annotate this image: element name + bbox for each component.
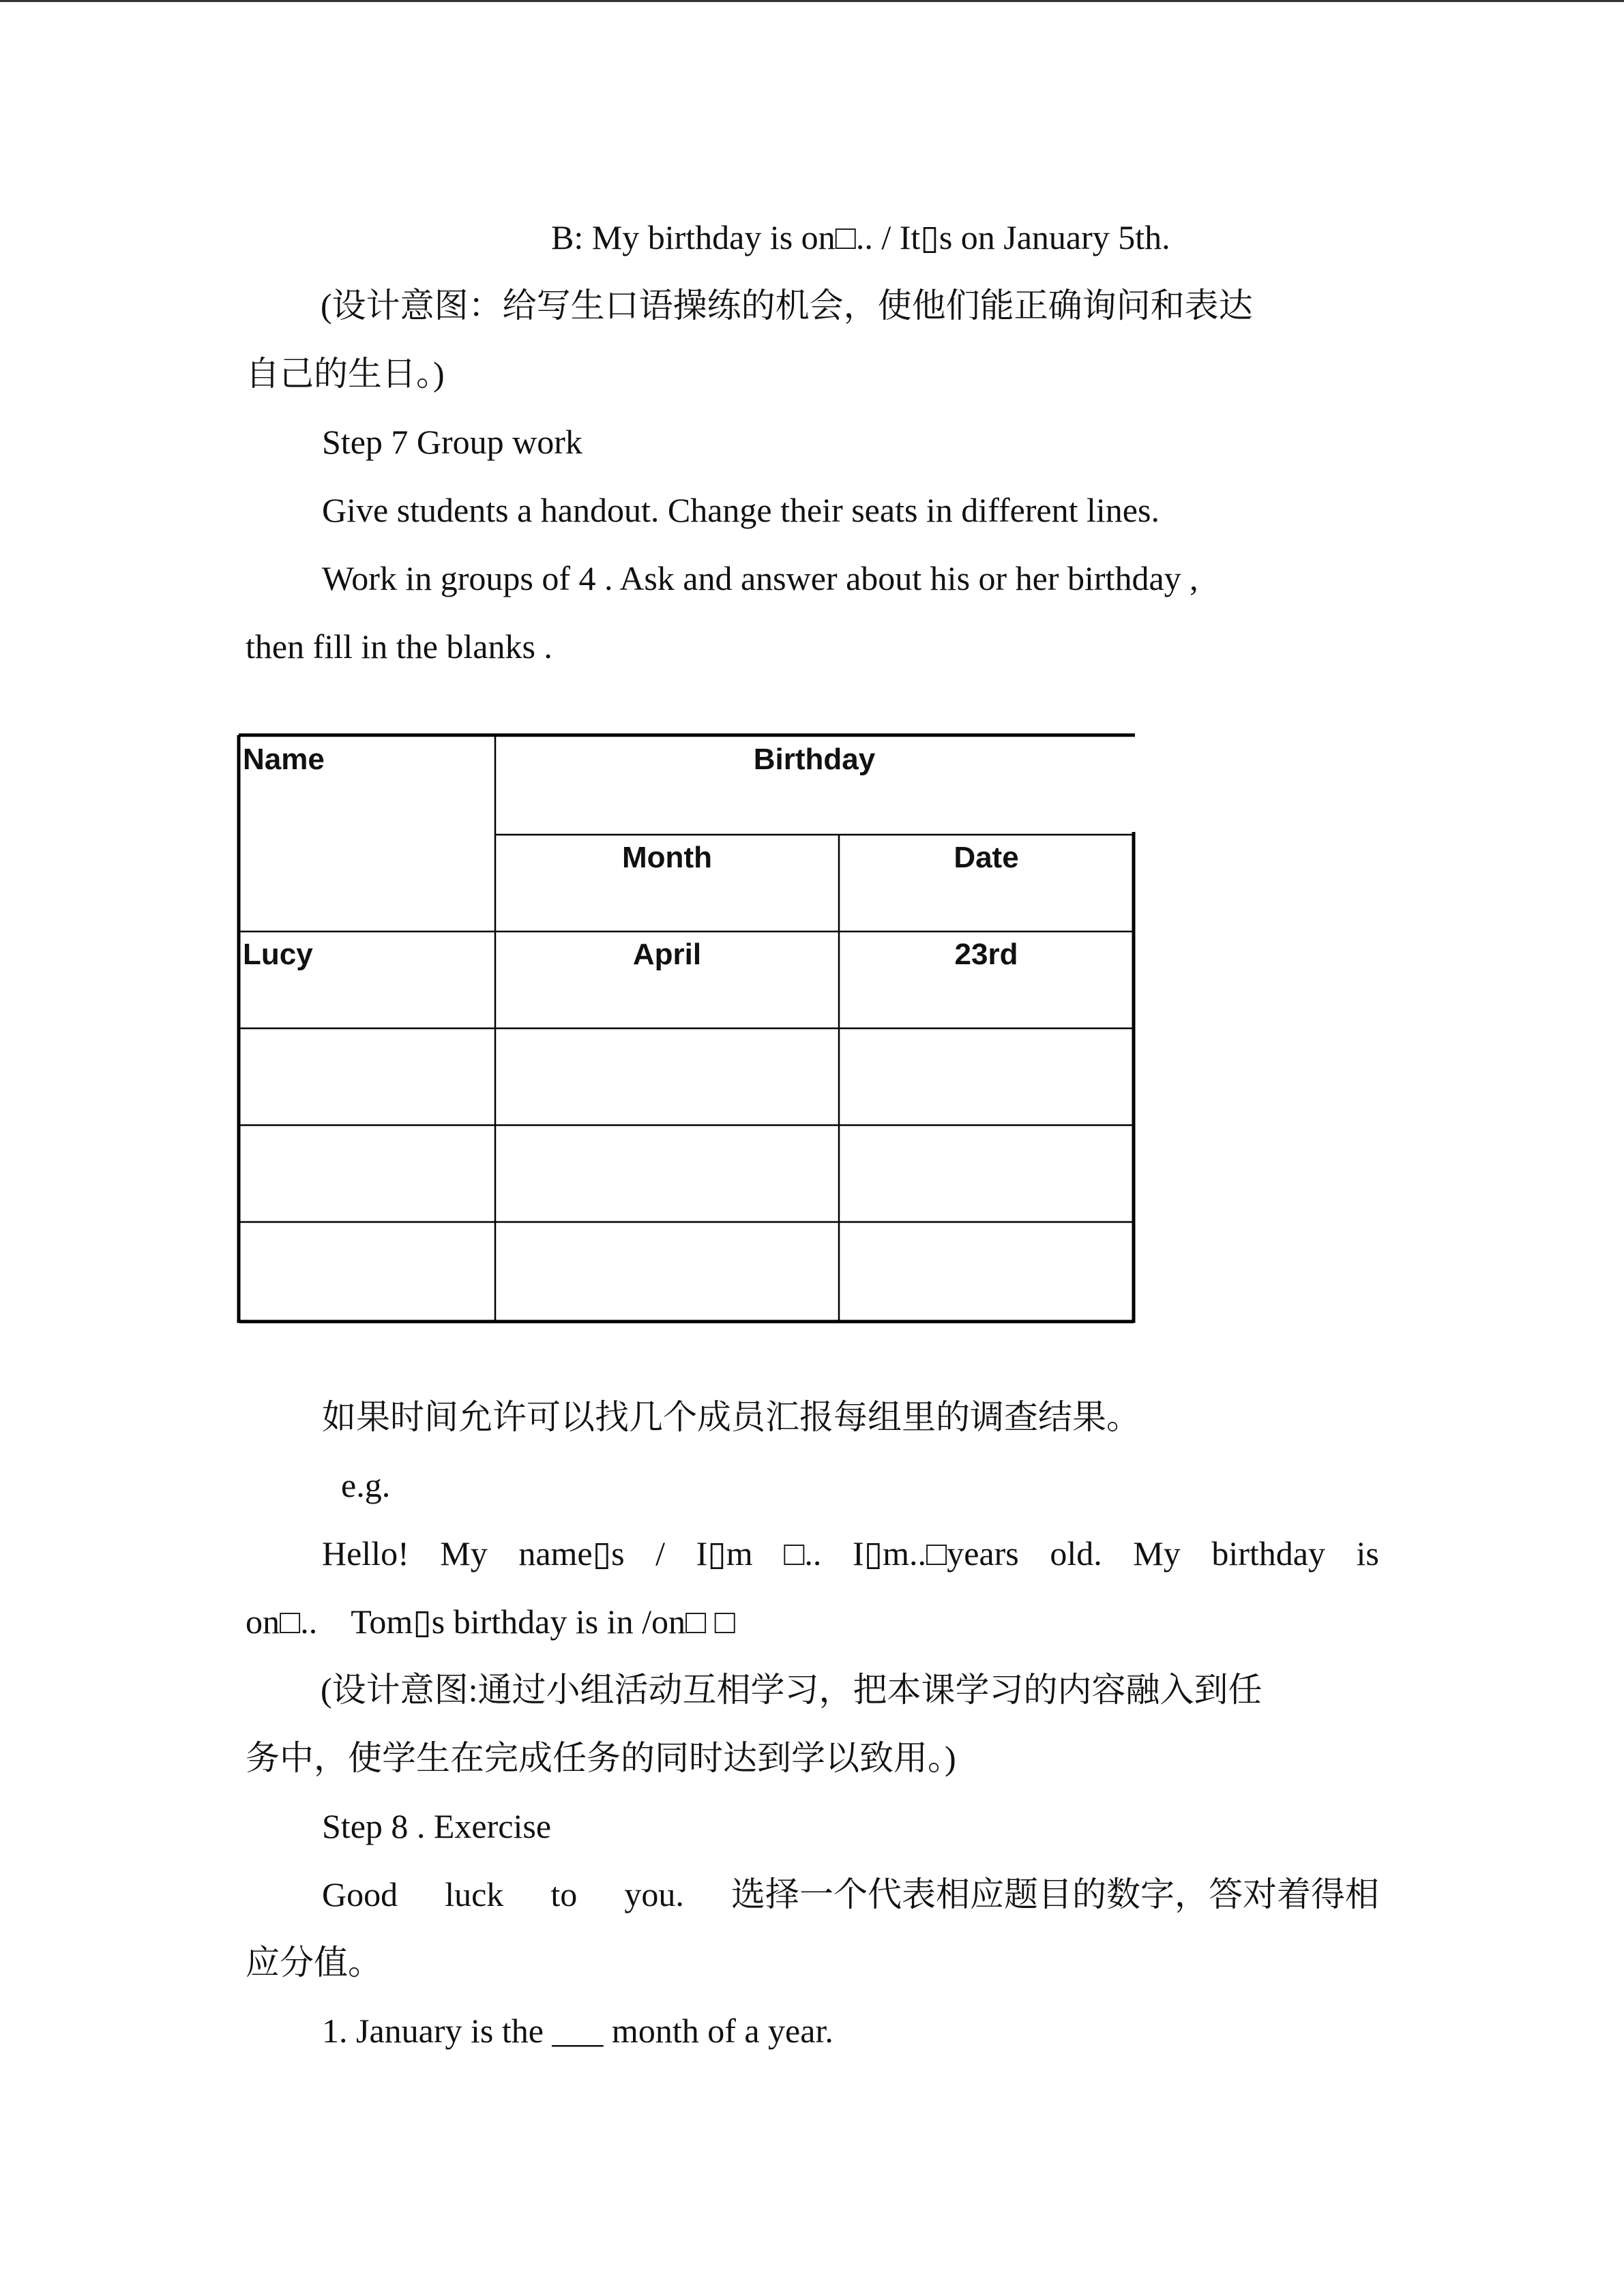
example-label: e.g. — [341, 1466, 391, 1504]
example-word: My — [1133, 1534, 1181, 1572]
step8-word: Good — [322, 1875, 398, 1913]
example-word: My — [440, 1534, 488, 1572]
step8-word: to — [550, 1875, 578, 1913]
question-1: 1. January is the ___ month of a year. — [322, 2012, 833, 2050]
step7-instruction1: Give students a handout. Change their seats in different lines. — [322, 491, 1160, 529]
design-intent-1-line2: 自己的生日。) — [246, 355, 445, 393]
example-word: is — [1356, 1534, 1379, 1572]
example-word: Hello! — [322, 1534, 409, 1572]
page-top-border — [0, 0, 1624, 2]
example-word: name▯s — [518, 1534, 625, 1572]
table-header-month: Month — [622, 841, 712, 874]
design-intent-2-line2: 务中，使学生在完成任务的同时达到学以致用。) — [246, 1739, 956, 1777]
step7-title: Step 7 Group work — [322, 423, 582, 461]
step7-instruction2-line1: Work in groups of 4 . Ask and answer about his or her birthday , — [322, 559, 1198, 597]
example-word: old. — [1050, 1534, 1102, 1572]
example-word: I▯m — [696, 1534, 753, 1572]
step8-word: luck — [445, 1875, 504, 1913]
dialogue-line-b: B: My birthday is on□.. / It▯s on January 5th. — [551, 218, 1170, 256]
table-cell-date: 23rd — [954, 938, 1018, 971]
table-cell-month: April — [632, 938, 702, 971]
table-header-birthday: Birthday — [753, 743, 876, 776]
example-line2: on□.. Tom▯s birthday is in /on□ □ — [246, 1602, 735, 1641]
design-intent-2-line1: (设计意图:通过小组活动互相学习，把本课学习的内容融入到任 — [321, 1671, 1263, 1709]
example-word: birthday — [1211, 1534, 1325, 1572]
step8-word: you. — [624, 1875, 684, 1913]
step8-word: 选择一个代表相应题目的数字，答对着得相 — [730, 1875, 1379, 1913]
example-word: □.. — [784, 1534, 822, 1572]
table-header-date: Date — [954, 841, 1019, 874]
example-word: I▯m..□years — [853, 1534, 1019, 1572]
table-header-name: Name — [243, 743, 325, 776]
step8-title: Step 8 . Exercise — [322, 1807, 552, 1845]
example-word: / — [655, 1534, 666, 1572]
step8-line1 — [322, 1874, 1379, 1915]
birthday-table — [237, 734, 1135, 1323]
step7-instruction2-line2: then fill in the blanks . — [246, 627, 552, 666]
report-instruction: 如果时间允许可以找几个成员汇报每组里的调查结果。 — [322, 1398, 1140, 1436]
table-grid — [237, 734, 1135, 1323]
step8-line2: 应分值。 — [246, 1943, 382, 1982]
design-intent-1-line1: (设计意图：给写生口语操练的机会，使他们能正确询问和表达 — [321, 286, 1253, 325]
table-cell-name: Lucy — [243, 938, 313, 971]
example-line1 — [322, 1533, 1379, 1574]
